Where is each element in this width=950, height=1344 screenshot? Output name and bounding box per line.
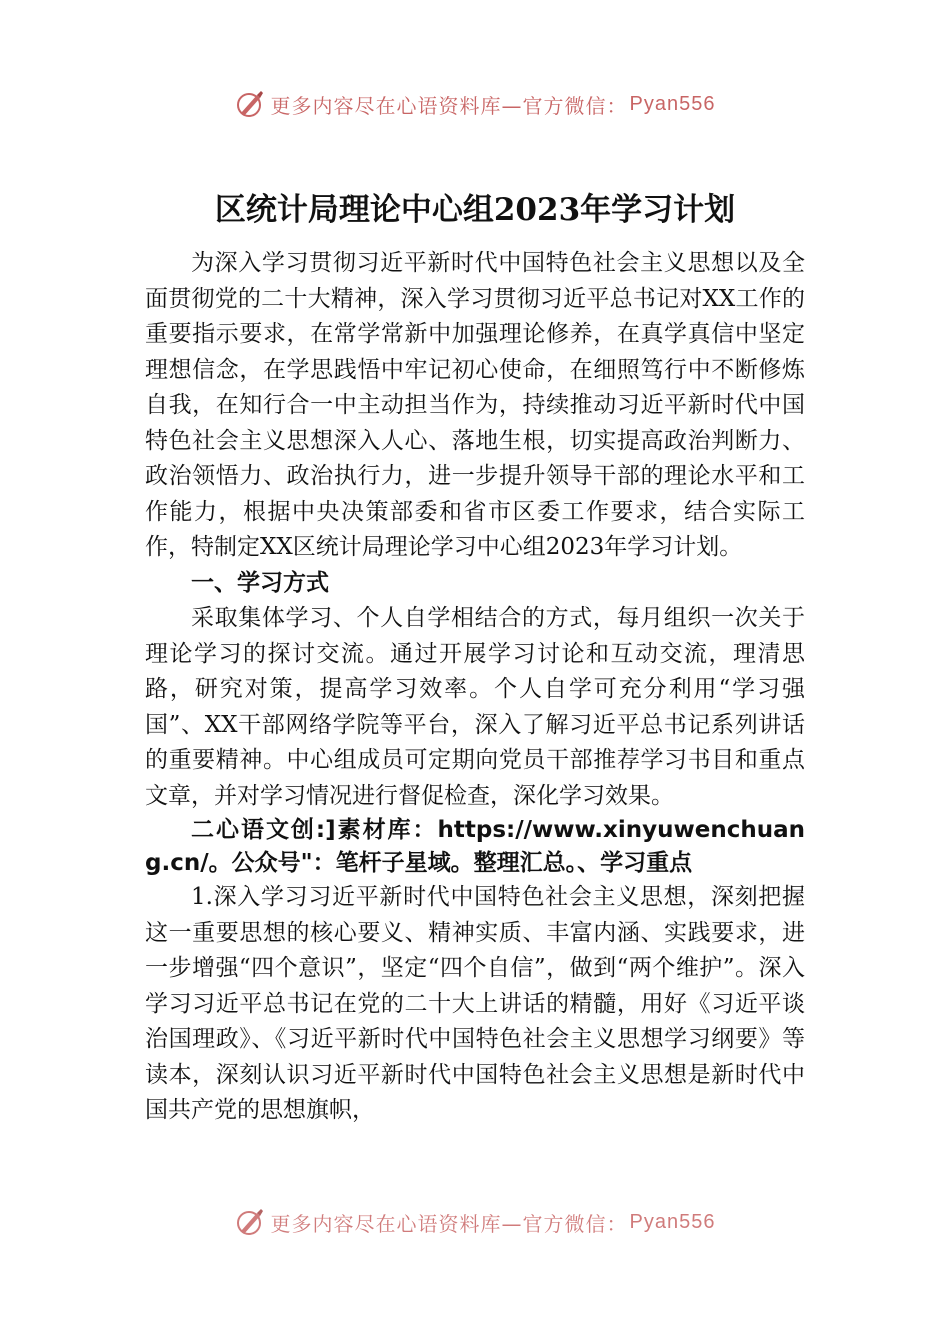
study-method-paragraph: 采取集体学习、个人自学相结合的方式，每月组织一次关于理论学习的探讨交流。通过开展学习讨论和互动交流，理清思路，研究对策，提高学习效率。个人自学可充分利用“学习强国”、XX干部网络学院等平台，深入了解习近平总书记系列讲话的重要精神。中心组成员可定期向党员干部推荐学习书目和重点文章，并对学习情况进行督促检查，深化学习效果。 [145,605,805,809]
section-heading-study-focus: 二心语文创:]素材库：https://www.xinyuwenchuang.cn/。公众号"：笔杆子星域。整理汇总。、学习重点 [145,817,805,876]
document-body [145,246,805,1129]
watermark-header [0,84,950,124]
intro-paragraph: 为深入学习贯彻习近平新时代中国特色社会主义思想以及全面贯彻党的二十大精神，深入学习贯彻习近平总书记对XX工作的重要指示要求，在常学常新中加强理论修养，在真学真信中坚定理想信念，在学思践悟中牢记初心使命，在细照笃行中不断修炼自我，在知行合一中主动担当作为，持续推动习近平新时代中国特色社会主义思想深入人心、落地生根，切实提高政治判断力、政治领悟力、政治执行力，进一步提升领导干部的理论水平和工作能力，根据中央决策部委和省市区委工作要求，结合实际工作，特制定XX区统计局理论学习中心组2023年学习计划。 [145,250,805,560]
watermark-text: 更多内容尽在心语资料库—官方微信： [270,1211,628,1236]
pen-logo-icon [235,1207,265,1237]
study-focus-item-1: 1.深入学习习近平新时代中国特色社会主义思想，深刻把握这一重要思想的核心要义、精神实质、丰富内涵、实践要求，进一步增强“四个意识”，坚定“四个自信”，做到“两个维护”。深入学习习近平总书记在党的二十大上讲话的精髓，用好《习近平谈治国理政》、《习近平新时代中国特色社会主义思想学习纲要》等读本，深刻认识习近平新时代中国特色社会主义思想是新时代中国共产党的思想旗帜， [145,884,805,1123]
watermark-text: 更多内容尽在心语资料库—官方微信： [270,93,628,118]
watermark-wechat-id: Pyan556 [629,92,716,115]
watermark-wechat-id: Pyan556 [629,1210,716,1233]
section-heading-study-method: 一、学习方式 [191,569,329,596]
watermark-footer [0,1202,950,1242]
pen-logo-icon [235,89,265,119]
document-title: 区统计局理论中心组2023年学习计划 [214,192,736,228]
